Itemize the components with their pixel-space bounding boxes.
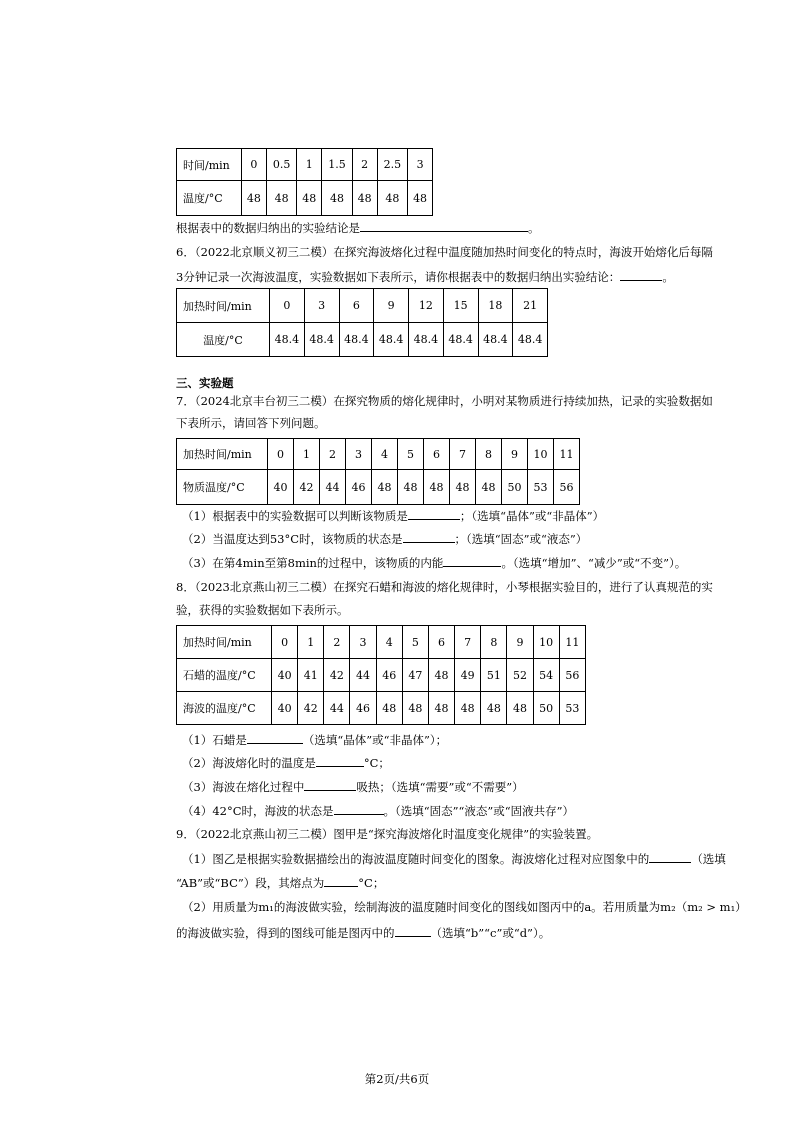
table-cell: 0 bbox=[272, 626, 298, 659]
table-cell: 6 bbox=[424, 439, 450, 470]
q8-sub3-text: （3）海波在熔化过程中 bbox=[182, 780, 305, 794]
answer-blank bbox=[395, 925, 431, 937]
answer-blank bbox=[649, 851, 691, 863]
q8-text-line2: 验，获得的实验数据如下表所示。 bbox=[176, 603, 349, 617]
table-cell: 11 bbox=[559, 626, 585, 659]
table-cell: 9 bbox=[502, 439, 528, 470]
table-cell: 48 bbox=[352, 181, 377, 216]
table-cell: 4 bbox=[372, 439, 398, 470]
table-cell: 48 bbox=[408, 181, 433, 216]
q5-conclusion-text: 根据表中的数据归纳出的实验结论是 bbox=[176, 221, 360, 235]
table-cell: 石蜡的温度/°C bbox=[177, 659, 272, 692]
table-cell: 48 bbox=[476, 470, 502, 505]
table-cell: 48 bbox=[481, 692, 507, 725]
q7-sub1 bbox=[182, 508, 604, 523]
table-cell: 46 bbox=[376, 659, 402, 692]
answer-blank bbox=[324, 875, 358, 887]
table-cell: 44 bbox=[320, 470, 346, 505]
table-cell: 56 bbox=[554, 470, 580, 505]
answer-blank bbox=[620, 269, 662, 281]
table-cell: 15 bbox=[443, 289, 478, 323]
table-cell: 2 bbox=[352, 149, 377, 181]
table-cell: 温度/°C bbox=[177, 181, 242, 216]
table-cell: 加热时间/min bbox=[177, 439, 268, 470]
q9-sub1-line1 bbox=[182, 851, 726, 866]
table-cell: 44 bbox=[350, 659, 376, 692]
q7-sub3-text: （3）在第4min至第8min的过程中，该物质的内能 bbox=[182, 556, 444, 570]
table-cell: 40 bbox=[272, 659, 298, 692]
table-cell: 50 bbox=[502, 470, 528, 505]
table-cell: 48 bbox=[372, 470, 398, 505]
q9-sub2-text: 的海波做实验，得到的图线可能是图丙中的 bbox=[176, 926, 395, 940]
q9-sub1-unit: °C； bbox=[358, 876, 385, 890]
answer-blank bbox=[247, 732, 303, 744]
q9-sub2-line1: （2）用质量为m₁的海波做实验，绘制海波的温度随时间变化的图线如图丙中的a。若用质量为m₂（m₂ > m₁） bbox=[182, 900, 747, 914]
q7-sub3-hint: 。（选填“增加”、“减少”或“不变”）。 bbox=[501, 556, 687, 570]
table-cell: 51 bbox=[481, 659, 507, 692]
q7-sub1-text: （1）根据表中的实验数据可以判断该物质是 bbox=[182, 509, 408, 523]
table-cell: 48 bbox=[424, 470, 450, 505]
table-cell: 48 bbox=[266, 181, 297, 216]
table-cell: 41 bbox=[298, 659, 324, 692]
q9-text-line1: 9．（2022北京燕山初三二模）图甲是“探究海波熔化时温度变化规律”的实验装置。 bbox=[176, 827, 599, 841]
q8-sub1-text: （1）石蜡是 bbox=[182, 733, 247, 747]
table-cell: 2 bbox=[320, 439, 346, 470]
table-cell: 5 bbox=[398, 439, 424, 470]
temperature-table-q7 bbox=[176, 438, 580, 505]
table-cell: 48 bbox=[428, 659, 454, 692]
table-cell: 12 bbox=[409, 289, 444, 323]
table-cell: 海波的温度/°C bbox=[177, 692, 272, 725]
table-cell: 40 bbox=[272, 692, 298, 725]
q7-text-line2: 下表所示，请回答下列问题。 bbox=[176, 416, 326, 430]
q8-sub4 bbox=[182, 803, 574, 818]
q8-sub4-text: （4）42°C时，海波的状态是 bbox=[182, 804, 334, 818]
answer-blank bbox=[408, 508, 460, 520]
table-cell: 48 bbox=[376, 692, 402, 725]
table-cell: 温度/°C bbox=[177, 323, 270, 357]
table-cell: 46 bbox=[350, 692, 376, 725]
table-cell: 0 bbox=[242, 149, 267, 181]
q8-sub2 bbox=[182, 755, 390, 770]
answer-blank bbox=[403, 531, 455, 543]
table-cell: 50 bbox=[533, 692, 559, 725]
table-cell: 6 bbox=[428, 626, 454, 659]
table-cell: 加热时间/min bbox=[177, 626, 272, 659]
q9-sub1-text: （1）图乙是根据实验数据描绘出的海波温度随时间变化的图象。海波熔化过程对应图象中的 bbox=[182, 852, 650, 866]
table-cell: 1 bbox=[298, 626, 324, 659]
table-cell: 3 bbox=[408, 149, 433, 181]
q8-sub3 bbox=[182, 779, 524, 794]
q8-sub1-hint: （选填“晶体”或“非晶体”）； bbox=[302, 733, 448, 747]
table-cell: 44 bbox=[324, 692, 350, 725]
table-cell: 4 bbox=[376, 626, 402, 659]
table-cell: 53 bbox=[528, 470, 554, 505]
table-cell: 48.4 bbox=[409, 323, 444, 357]
table-cell: 21 bbox=[513, 289, 548, 323]
table-cell: 40 bbox=[268, 470, 294, 505]
table-cell: 46 bbox=[346, 470, 372, 505]
table-cell: 1 bbox=[294, 439, 320, 470]
table-cell: 48 bbox=[242, 181, 267, 216]
table-cell: 时间/min bbox=[177, 149, 242, 181]
q9-sub1-hint: （选填 bbox=[691, 852, 726, 866]
q6-text-line1: 6．（2022北京顺义初三二模）在探究海波熔化过程中温度随加热时间变化的特点时，海波开始熔化后每隔 bbox=[176, 245, 713, 259]
temperature-table-q8 bbox=[176, 625, 586, 725]
q8-sub1 bbox=[182, 732, 447, 747]
table-cell: 48.4 bbox=[513, 323, 548, 357]
q7-sub3 bbox=[182, 555, 686, 570]
table-cell: 1 bbox=[297, 149, 322, 181]
table-cell: 18 bbox=[478, 289, 513, 323]
q6-text-line2: 3分钟记录一次海波温度，实验数据如下表所示，请你根据表中的数据归纳出实验结论： 。 bbox=[176, 270, 674, 284]
table-cell: 48 bbox=[455, 692, 481, 725]
table-cell: 53 bbox=[559, 692, 585, 725]
table-cell: 10 bbox=[528, 439, 554, 470]
table-cell: 7 bbox=[455, 626, 481, 659]
table-cell: 48 bbox=[297, 181, 322, 216]
q9-sub1-cont: “AB”或“BC”）段，其熔点为 bbox=[176, 876, 325, 890]
table-cell: 47 bbox=[402, 659, 428, 692]
table-cell: 0 bbox=[268, 439, 294, 470]
answer-blank bbox=[316, 755, 364, 767]
answer-blank bbox=[334, 803, 384, 815]
table-cell: 48 bbox=[377, 181, 408, 216]
table-cell: 加热时间/min bbox=[177, 289, 270, 323]
table-cell: 3 bbox=[350, 626, 376, 659]
temperature-table-q6 bbox=[176, 288, 548, 357]
table-cell: 48 bbox=[428, 692, 454, 725]
table-cell: 5 bbox=[402, 626, 428, 659]
table-cell: 8 bbox=[476, 439, 502, 470]
answer-blank bbox=[443, 555, 501, 567]
table-cell: 物质温度/°C bbox=[177, 470, 268, 505]
table-cell: 54 bbox=[533, 659, 559, 692]
table-cell: 48.4 bbox=[374, 323, 409, 357]
table-cell: 56 bbox=[559, 659, 585, 692]
q7-sub2-hint: ；（选填“固态”或“液态”） bbox=[454, 532, 588, 546]
table-cell: 1.5 bbox=[322, 149, 353, 181]
table-cell: 52 bbox=[507, 659, 533, 692]
q8-sub2-text: （2）海波熔化时的温度是 bbox=[182, 756, 316, 770]
q7-text-line1: 7．（2024北京丰台初三二模）在探究物质的熔化规律时，小明对某物质进行持续加热，记录的实验数据如 bbox=[176, 394, 713, 408]
table-cell: 9 bbox=[507, 626, 533, 659]
table-cell: 11 bbox=[554, 439, 580, 470]
answer-blank bbox=[360, 220, 528, 232]
table-cell: 9 bbox=[374, 289, 409, 323]
temperature-table-1 bbox=[176, 148, 433, 216]
table-cell: 42 bbox=[324, 659, 350, 692]
section-heading: 三、实验题 bbox=[176, 376, 234, 390]
q9-sub2-hint: （选填“b”“c”或“d”）。 bbox=[430, 926, 551, 940]
table-cell: 48.4 bbox=[339, 323, 374, 357]
answer-blank bbox=[304, 779, 356, 791]
table-cell: 49 bbox=[455, 659, 481, 692]
q6-line2-text: 3分钟记录一次海波温度，实验数据如下表所示，请你根据表中的数据归纳出实验结论： bbox=[176, 270, 621, 284]
page-number: 第2页/共6页 bbox=[364, 1072, 430, 1086]
table-cell: 48.4 bbox=[443, 323, 478, 357]
q5-conclusion-line: 根据表中的数据归纳出的实验结论是 。 bbox=[176, 221, 540, 235]
table-cell: 2.5 bbox=[377, 149, 408, 181]
table-cell: 48.4 bbox=[478, 323, 513, 357]
q8-sub2-hint: °C； bbox=[363, 756, 390, 770]
table-cell: 3 bbox=[304, 289, 339, 323]
q8-text-line1: 8．（2023北京燕山初三二模）在探究石蜡和海波的熔化规律时，小琴根据实验目的，进行了认真规范的实 bbox=[176, 580, 713, 594]
q9-sub2-line2 bbox=[176, 925, 550, 940]
table-cell: 48 bbox=[402, 692, 428, 725]
table-cell: 3 bbox=[346, 439, 372, 470]
q7-sub1-hint: ；（选填“晶体”或“非晶体”） bbox=[459, 509, 605, 523]
q7-sub2-text: （2）当温度达到53°C时，该物质的状态是 bbox=[182, 532, 403, 546]
table-cell: 8 bbox=[481, 626, 507, 659]
table-cell: 6 bbox=[339, 289, 374, 323]
table-cell: 0 bbox=[270, 289, 305, 323]
table-cell: 48.4 bbox=[304, 323, 339, 357]
q8-sub3-hint: 吸热；（选填“需要”或“不需要”） bbox=[356, 780, 524, 794]
table-cell: 0.5 bbox=[266, 149, 297, 181]
table-cell: 2 bbox=[324, 626, 350, 659]
q9-sub1-line2 bbox=[176, 875, 384, 890]
table-cell: 48 bbox=[450, 470, 476, 505]
table-cell: 48 bbox=[507, 692, 533, 725]
table-cell: 48.4 bbox=[270, 323, 305, 357]
table-cell: 7 bbox=[450, 439, 476, 470]
q8-sub4-hint: 。（选填“固态”“液态”或“固液共存”） bbox=[383, 804, 575, 818]
table-cell: 42 bbox=[294, 470, 320, 505]
table-cell: 42 bbox=[298, 692, 324, 725]
table-cell: 48 bbox=[398, 470, 424, 505]
table-cell: 48 bbox=[322, 181, 353, 216]
table-cell: 10 bbox=[533, 626, 559, 659]
q7-sub2 bbox=[182, 531, 587, 546]
